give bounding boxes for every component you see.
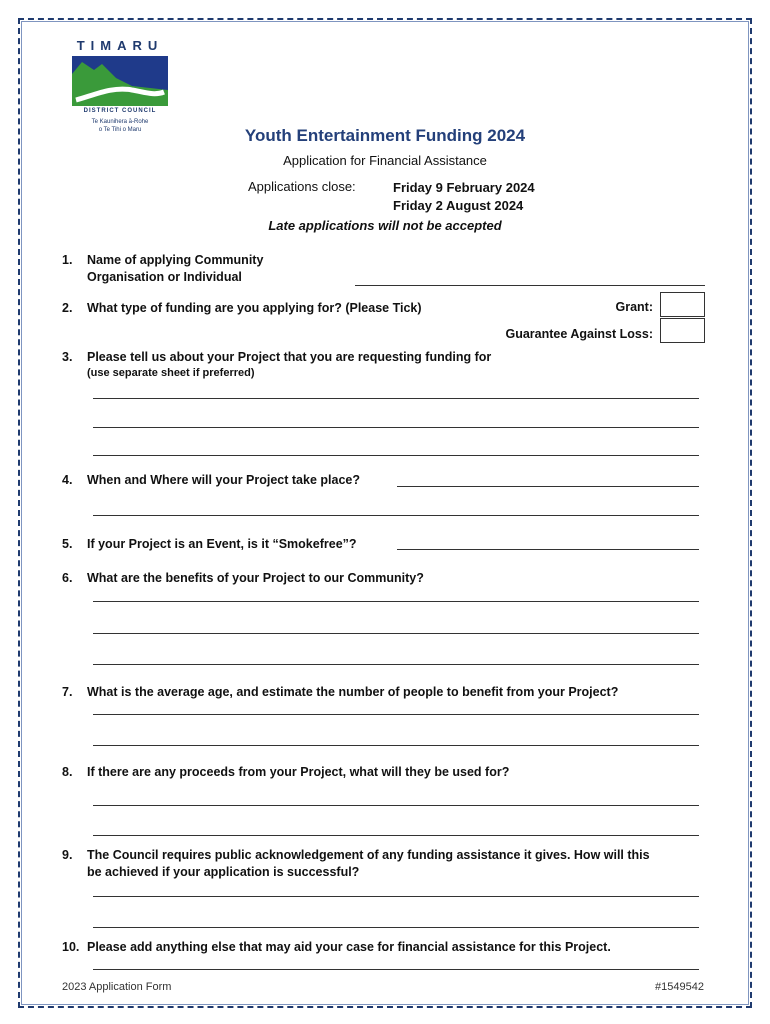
question-text-line-1: The Council requires public acknowledgement of any funding assistance it gives. How will this xyxy=(87,848,650,862)
answer-line-q4-1[interactable] xyxy=(397,486,699,487)
landscape-logo-icon xyxy=(72,56,168,106)
answer-line-q1[interactable] xyxy=(355,285,705,286)
question-5 xyxy=(62,536,357,553)
question-text: If there are any proceeds from your Project, what will they be used for? xyxy=(87,765,510,779)
question-number: 7. xyxy=(62,685,73,699)
answer-line-q6-1[interactable] xyxy=(93,601,699,602)
grant-checkbox[interactable] xyxy=(660,292,705,317)
question-number: 6. xyxy=(62,571,73,585)
question-text: If your Project is an Event, is it “Smokefree”? xyxy=(87,537,357,551)
question-3 xyxy=(62,349,491,366)
grant-label: Grant: xyxy=(615,300,653,314)
question-3-note: (use separate sheet if preferred) xyxy=(87,367,255,379)
question-4 xyxy=(62,472,360,489)
question-number: 9. xyxy=(62,848,73,862)
answer-line-q8-1[interactable] xyxy=(93,805,699,806)
question-number: 2. xyxy=(62,301,73,315)
footer-doc-number: #1549542 xyxy=(655,981,704,993)
answer-line-q8-2[interactable] xyxy=(93,835,699,836)
question-text-line-2: be achieved if your application is successful? xyxy=(87,865,360,879)
logo-council-name: DISTRICT COUNCIL xyxy=(83,108,157,114)
question-9 xyxy=(62,847,650,881)
answer-line-q3-2[interactable] xyxy=(93,427,699,428)
late-applications-notice: Late applications will not be accepted xyxy=(268,218,502,233)
question-number: 1. xyxy=(62,253,73,267)
close-date-2: Friday 2 August 2024 xyxy=(393,198,524,213)
applications-close-label: Applications close: xyxy=(248,179,356,194)
close-date-1: Friday 9 February 2024 xyxy=(393,180,535,195)
answer-line-q4-2[interactable] xyxy=(93,515,699,516)
page-subtitle: Application for Financial Assistance xyxy=(283,153,487,168)
question-text: When and Where will your Project take place? xyxy=(87,473,360,487)
guarantee-against-loss-label: Guarantee Against Loss: xyxy=(505,327,653,341)
answer-line-q6-2[interactable] xyxy=(93,633,699,634)
question-text-line-1: Name of applying Community xyxy=(87,253,264,267)
question-text: Please tell us about your Project that you are requesting funding for xyxy=(87,350,492,364)
applications-close-dates xyxy=(393,179,535,215)
answer-line-q9-2[interactable] xyxy=(93,927,699,928)
question-text: What is the average age, and estimate the number of people to benefit from your Project? xyxy=(87,685,619,699)
answer-line-q6-3[interactable] xyxy=(93,664,699,665)
question-10 xyxy=(62,939,611,956)
answer-line-q7-2[interactable] xyxy=(93,745,699,746)
page-title: Youth Entertainment Funding 2024 xyxy=(244,126,526,145)
question-7 xyxy=(62,684,618,701)
answer-line-q3-3[interactable] xyxy=(93,455,699,456)
answer-line-q9-1[interactable] xyxy=(93,896,699,897)
logo-maori-line-1: Te Kaunihera ā-Rohe xyxy=(91,119,149,125)
question-text-line-2: Organisation or Individual xyxy=(87,270,242,284)
question-1 xyxy=(62,252,263,286)
council-logo xyxy=(70,38,170,138)
logo-maori-line-2: o Te Tihi o Maru xyxy=(98,127,142,133)
question-8 xyxy=(62,764,509,781)
question-number: 5. xyxy=(62,537,73,551)
question-number: 10. xyxy=(62,940,80,954)
logo-title: TIMARU xyxy=(76,38,164,53)
answer-line-q3-1[interactable] xyxy=(93,398,699,399)
question-number: 3. xyxy=(62,350,73,364)
question-number: 4. xyxy=(62,473,73,487)
question-text: What type of funding are you applying for? (Please Tick) xyxy=(87,301,422,315)
question-text: Please add anything else that may aid your case for financial assistance for this Project. xyxy=(87,940,611,954)
answer-line-q7-1[interactable] xyxy=(93,714,699,715)
answer-line-q5[interactable] xyxy=(397,549,699,550)
question-number: 8. xyxy=(62,765,73,779)
answer-line-q10-1[interactable] xyxy=(93,969,699,970)
question-6 xyxy=(62,570,424,587)
question-2 xyxy=(62,300,422,317)
question-text: What are the benefits of your Project to our Community? xyxy=(87,571,424,585)
guarantee-against-loss-checkbox[interactable] xyxy=(660,318,705,343)
footer-form-name: 2023 Application Form xyxy=(62,981,172,993)
